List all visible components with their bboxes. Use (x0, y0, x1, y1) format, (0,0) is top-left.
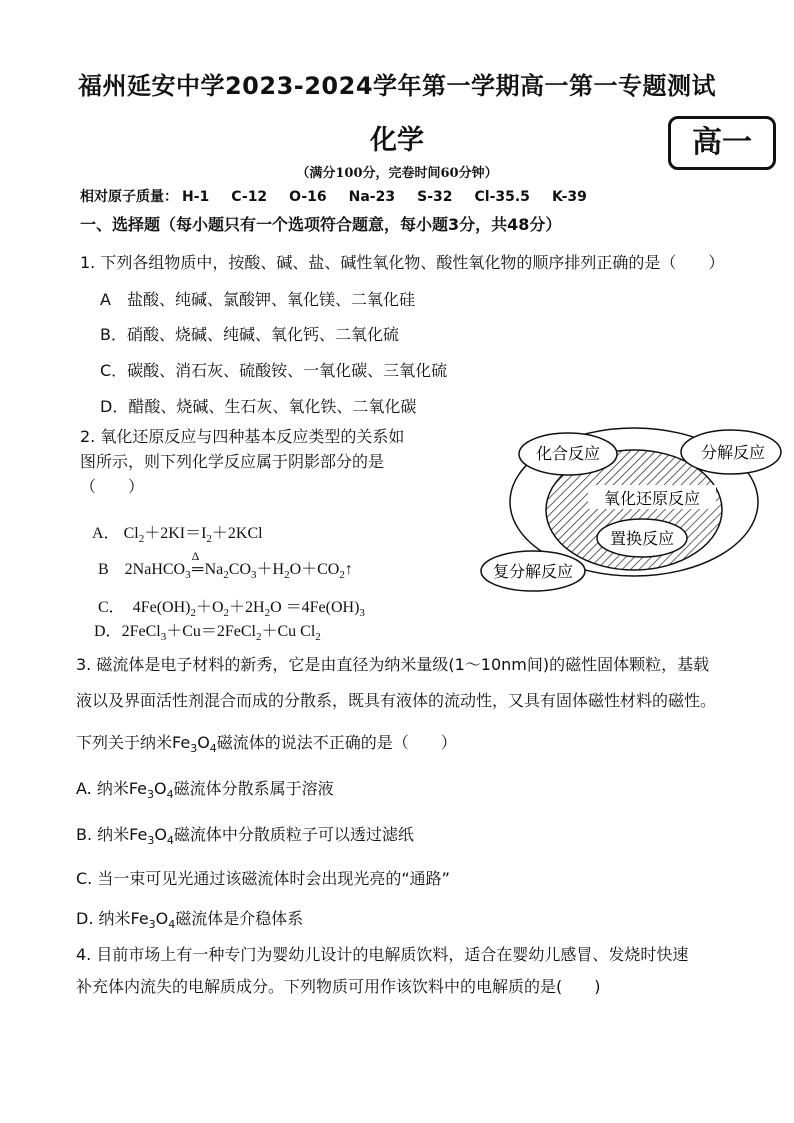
q2-stem-line2: 图所示，则下列化学反应属于阴影部分的是 (80, 452, 385, 471)
q1-option-b: B．硝酸、烧碱、纯碱、氧化钙、二氧化硫 (100, 325, 399, 344)
displacement-label: 置换反应 (609, 529, 675, 548)
q2-stem-line1: 2. 氧化还原反应与四种基本反应类型的关系如 (80, 427, 405, 446)
mass-item: O-16 (289, 189, 327, 205)
atomic-masses (80, 186, 609, 206)
masses-label: 相对原子质量： (80, 189, 178, 205)
mass-item: C-12 (231, 189, 268, 205)
q3-option-a: A. 纳米$Fe_3O_4$磁流体分散系属于溶液 (76, 779, 334, 802)
mass-item: S-32 (417, 189, 453, 205)
q2-option-a: A． $Cl_2+2KI=I_2+2KCl$ (92, 525, 263, 546)
reaction-diagram (476, 418, 786, 598)
q1-option-c: C．碳酸、消石灰、硫酸铵、一氧化碳、三氧化硫 (100, 361, 448, 380)
q1-option-a: A 盐酸、纯碱、氯酸钾、氧化镁、二氧化硅 (100, 290, 415, 309)
q2-option-c: C． $4Fe(OH)_2+O_2+2H_2O =4Fe(OH)_3$ (98, 599, 365, 620)
q1-stem: 1. 下列各组物质中，按酸、碱、盐、碱性氧化物、酸性氧化物的顺序排列正确的是（ ） (80, 253, 725, 272)
q1-option-d: D．醋酸、烧碱、生石灰、氧化铁、二氧化碳 (100, 397, 417, 416)
q2-option-d: D．2FeCl$_3$＋Cu＝2FeCl$_2$＋Cu $Cl_2$ (94, 623, 321, 644)
combination-label: 化合反应 (535, 444, 601, 463)
q3-option-d: D. 纳米$Fe_3O_4$磁流体是介稳体系 (76, 909, 304, 932)
q3-line1: 3. 磁流体是电子材料的新秀，它是由直径为纳米量级(1～10nm间)的磁性固体颗粒，基载 (76, 655, 710, 674)
heat-symbol: Δ (191, 549, 200, 563)
mass-item: Cl-35.5 (474, 189, 530, 205)
exam-title: 福州延安中学2023-2024学年第一学期高一第一专题测试 (77, 72, 717, 100)
q4-line2: 补充体内流失的电解质成分。下列物质可用作该饮料中的电解质的是( ) (76, 977, 601, 996)
exam-note: （满分100分，完卷时间60分钟） (296, 166, 498, 181)
mass-item: K-39 (551, 189, 587, 205)
q3-line3: 下列关于纳米$Fe_3O_4$磁流体的说法不正确的是（ ） (76, 733, 457, 756)
redox-label: 氧化还原反应 (603, 489, 701, 508)
grade-badge: 高一 (668, 116, 776, 170)
mass-item: Na-23 (348, 189, 396, 205)
q3-option-b: B. 纳米$Fe_3O_4$磁流体中分散质粒子可以透过滤纸 (76, 825, 414, 848)
q3-option-c: C. 当一束可见光通过该磁流体时会出现光亮的“通路” (76, 869, 450, 888)
double-decomposition-label: 复分解反应 (492, 562, 574, 581)
q2-option-b: B 2NaHCO$_3$ Δ $═Na_2CO_3+H_2O+CO_2↑$ (98, 549, 353, 582)
q4-line1: 4. 目前市场上有一种专门为婴幼儿设计的电解质饮料，适合在婴幼儿感冒、发烧时快速 (76, 945, 689, 964)
section-heading: 一、选择题（每小题只有一个选项符合题意，每小题3分，共48分） (80, 215, 562, 234)
decomposition-label: 分解反应 (700, 443, 766, 462)
subject-title: 化学 (370, 125, 424, 156)
q2-stem-line3: （ ） (80, 477, 145, 496)
q3-line2: 液以及界面活性剂混合而成的分散系，既具有液体的流动性，又具有固体磁性材料的磁性。 (76, 691, 717, 710)
mass-item: H-1 (182, 189, 210, 205)
